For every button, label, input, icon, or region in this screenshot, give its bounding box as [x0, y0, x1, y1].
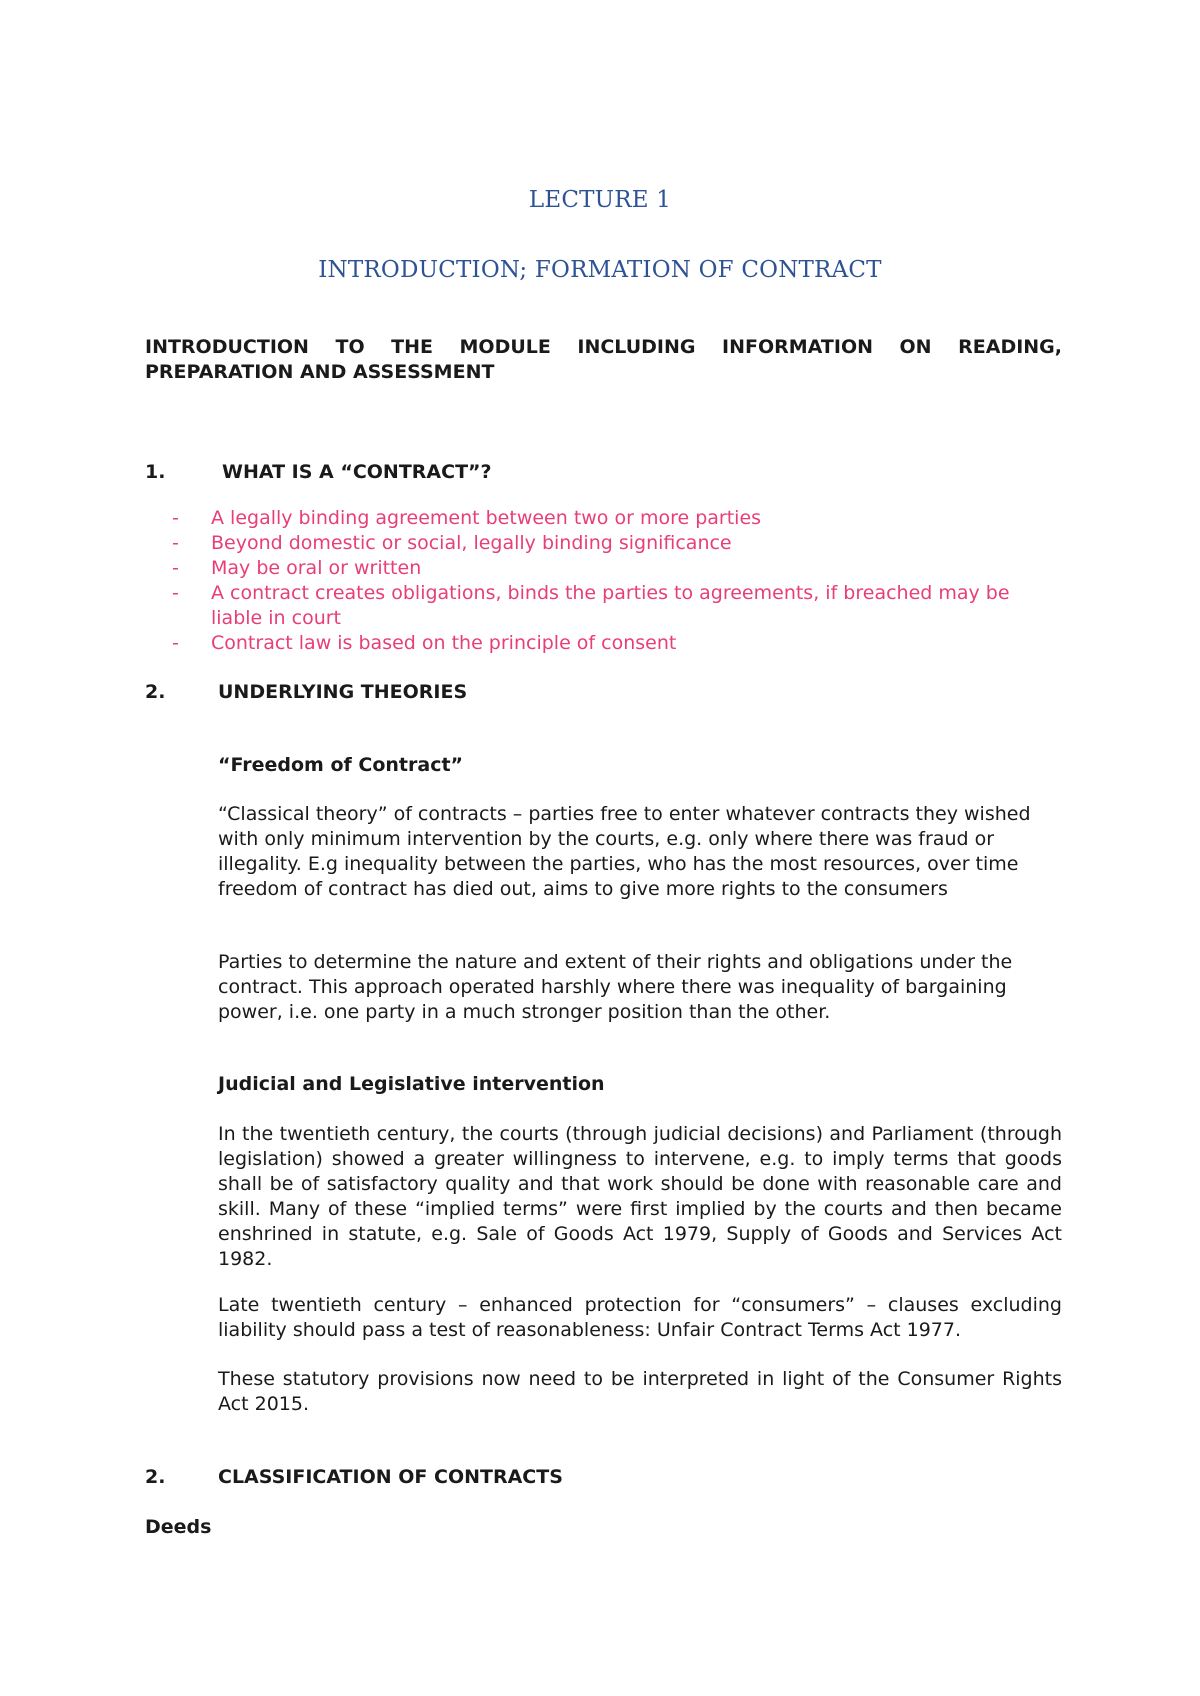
section-1-number: 1.: [145, 461, 166, 483]
intro-heading: INTRODUCTION TO THE MODULE INCLUDING INFORMATION ON READING, PREPARATION AND ASSESSMENT: [145, 336, 1062, 383]
bullet-dash: -: [172, 557, 179, 579]
list-item: [172, 556, 1062, 581]
judicial-paragraph-1: In the twentieth century, the courts (through judicial decisions) and Parliament (through legislation) showed a greater willingness to intervene, e.g. to imply terms that goods shall be of satisfactory quality and that work should be done with reasonable care and skill. Many of these “implied terms” were first implied by the courts and then became enshrined in statute, e.g. Sale of Goods Act 1979, Supply of Goods and Services Act 1982.: [218, 1123, 1062, 1270]
list-item-text: May be oral or written: [211, 557, 422, 579]
list-item-text: A legally binding agreement between two or more parties: [211, 507, 762, 529]
freedom-heading: “Freedom of Contract”: [218, 754, 464, 776]
list-item: [172, 631, 1062, 656]
section-3-heading: CLASSIFICATION OF CONTRACTS: [218, 1466, 563, 1488]
lecture-subtitle: INTRODUCTION; FORMATION OF CONTRACT: [318, 257, 882, 283]
list-item: [172, 581, 1062, 631]
deeds-subheading: Deeds: [145, 1516, 212, 1538]
list-item: [172, 531, 1062, 556]
contract-definition-list: [172, 506, 1062, 656]
bullet-dash: -: [172, 632, 179, 654]
list-item-text: A contract creates obligations, binds the parties to agreements, if breached may be liable in court: [211, 582, 1010, 629]
freedom-paragraph-1: “Classical theory” of contracts – parties free to enter whatever contracts they wished with only minimum intervention by the courts, e.g. only where there was fraud or illegality. E.g inequality between the parties, who has the most resources, over time freedom of contract has died out, aims to give more rights to the consumers: [218, 803, 1031, 900]
lecture-title: LECTURE 1: [528, 187, 672, 213]
list-item: [172, 506, 1062, 531]
bullet-dash: -: [172, 582, 179, 604]
section-2-heading: UNDERLYING THEORIES: [218, 681, 468, 703]
list-item-text: Contract law is based on the principle of consent: [211, 632, 677, 654]
list-item-text: Beyond domestic or social, legally binding significance: [211, 532, 732, 554]
section-1-heading: WHAT IS A “CONTRACT”?: [222, 461, 492, 483]
bullet-dash: -: [172, 532, 179, 554]
section-3-number: 2.: [145, 1466, 166, 1488]
judicial-paragraph-3: These statutory provisions now need to be interpreted in light of the Consumer Rights Act 2015.: [218, 1368, 1062, 1415]
judicial-paragraph-2: Late twentieth century – enhanced protection for “consumers” – clauses excluding liability should pass a test of reasonableness: Unfair Contract Terms Act 1977.: [218, 1294, 1062, 1341]
judicial-heading: Judicial and Legislative intervention: [218, 1073, 605, 1095]
freedom-paragraph-2: Parties to determine the nature and extent of their rights and obligations under the contract. This approach operated harshly where there was inequality of bargaining power, i.e. one party in a much stronger position than the other.: [218, 951, 1013, 1023]
section-2-number: 2.: [145, 681, 166, 703]
bullet-dash: -: [172, 507, 179, 529]
